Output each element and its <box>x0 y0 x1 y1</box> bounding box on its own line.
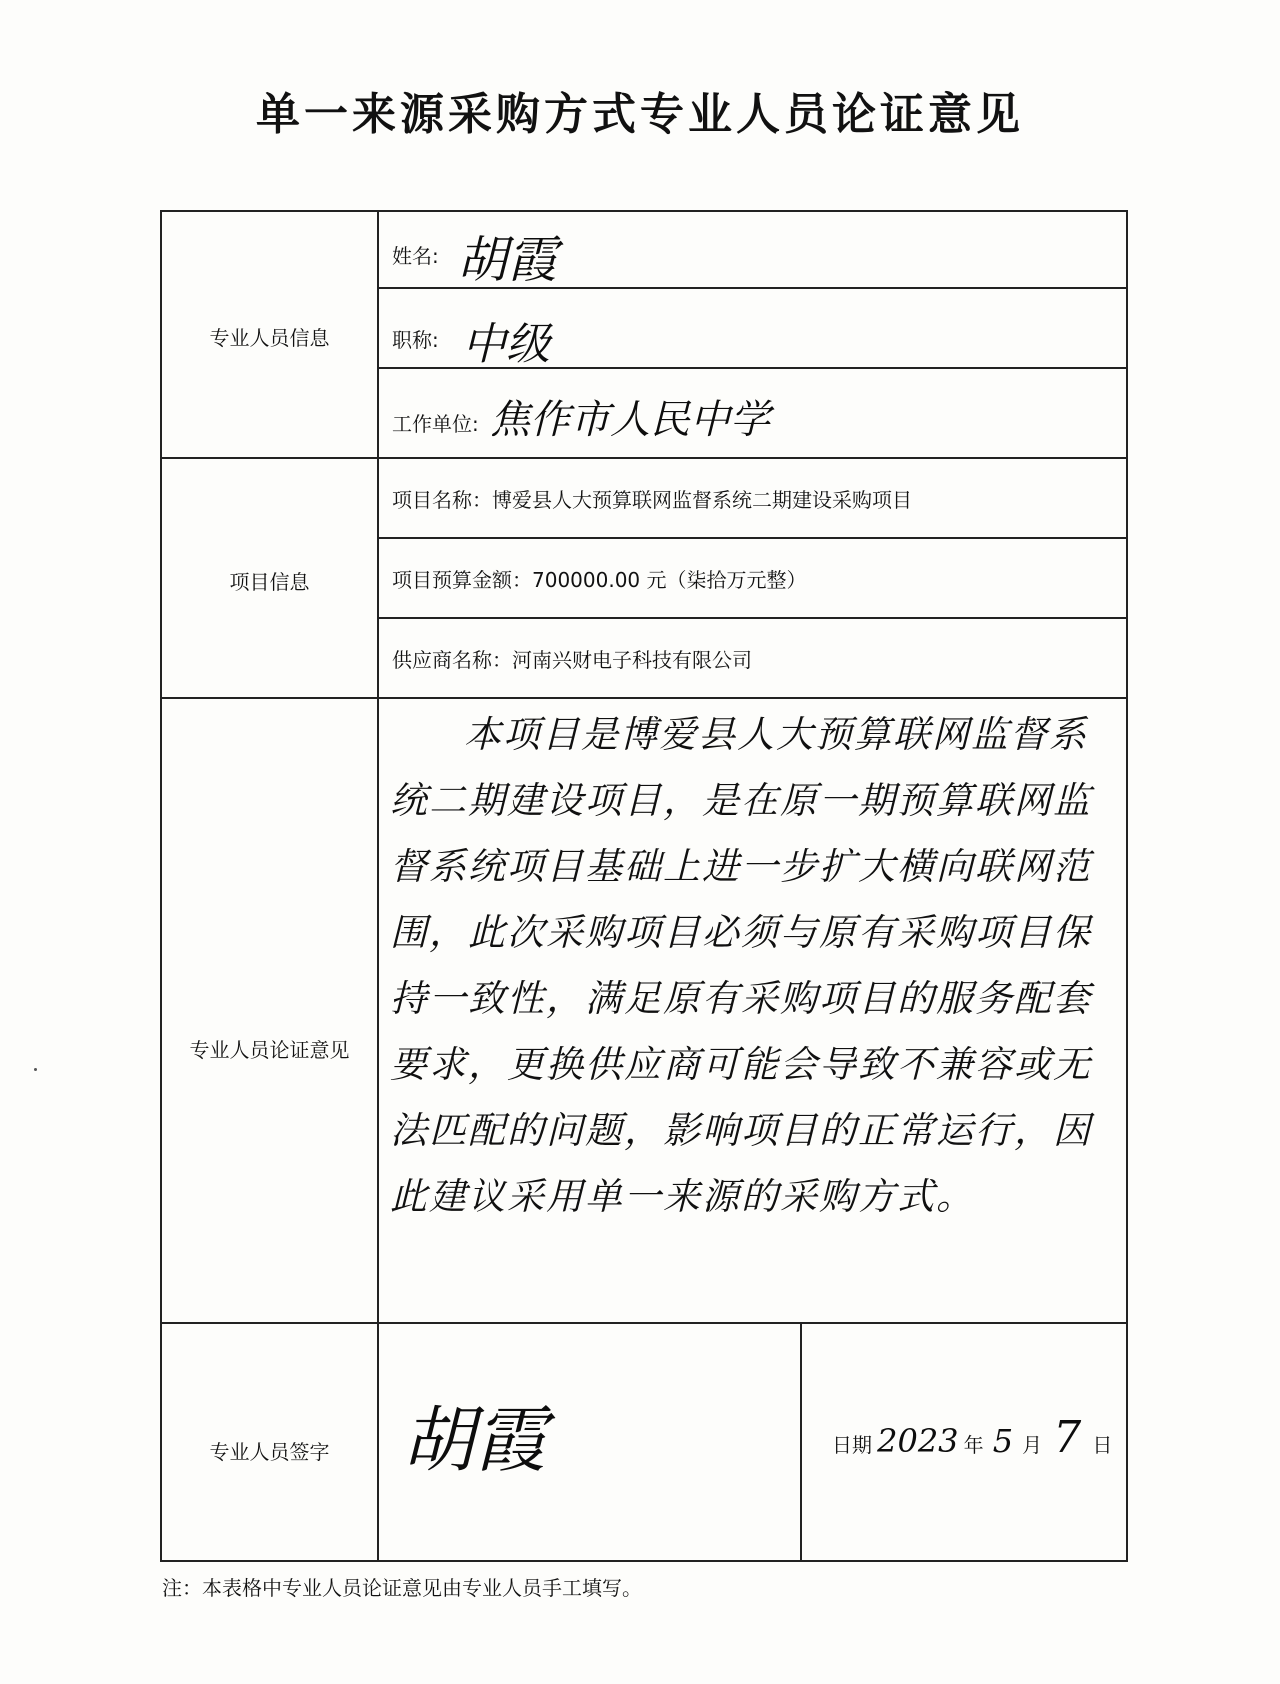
year-unit: 年 <box>963 1433 984 1457</box>
name-label: 姓名: <box>392 244 439 268</box>
date-label: 日期 <box>832 1433 872 1457</box>
signature-label: 专业人员签字 <box>209 1440 330 1464</box>
scan-speck <box>34 1068 37 1071</box>
row-divider <box>377 617 1128 619</box>
evaluation-form <box>160 210 1128 1562</box>
row-divider <box>377 537 1128 539</box>
date-year: 2023 <box>877 1422 959 1460</box>
date-divider <box>800 1322 802 1562</box>
signature-handwritten: 胡霞 <box>402 1398 547 1482</box>
footnote: 注：本表格中专业人员论证意见由专业人员手工填写。 <box>162 1576 642 1600</box>
signature-divider <box>377 1322 379 1562</box>
employer-label: 工作单位: <box>392 412 479 436</box>
day-unit: 日 <box>1092 1433 1113 1457</box>
date-day: 7 <box>1053 1412 1082 1463</box>
opinion-label: 专业人员论证意见 <box>189 1038 350 1062</box>
project-budget: 项目预算金额：700000.00 元（柒拾万元整） <box>392 568 807 592</box>
section-divider <box>162 1322 1128 1324</box>
name-handwritten: 胡霞 <box>457 231 557 289</box>
project-info-label: 项目信息 <box>229 570 310 594</box>
expert-info-label: 专业人员信息 <box>209 326 330 350</box>
title-handwritten: 中级 <box>462 319 550 370</box>
supplier-name: 供应商名称：河南兴财电子科技有限公司 <box>392 648 752 672</box>
date-month: 5 <box>992 1422 1014 1460</box>
column-divider <box>377 212 379 1322</box>
document-title: 单一来源采购方式专业人员论证意见 <box>256 89 1024 140</box>
project-name: 项目名称：博爱县人大预算联网监督系统二期建设采购项目 <box>392 488 912 512</box>
section-divider <box>162 697 1128 699</box>
month-unit: 月 <box>1022 1433 1043 1457</box>
section-divider <box>162 457 1128 459</box>
title-label: 职称: <box>392 328 439 352</box>
employer-handwritten: 焦作市人民中学 <box>490 397 770 443</box>
opinion-handwritten: 本项目是博爱县人大预算联网监督系统二期建设项目，是在原一期预算联网监督系统项目基础上进一步扩大横向联网范围，此次采购项目必须与原有采购项目保持一致性，满足原有采购项目的服务配套要求，更换供应商可能会导致不兼容或无法匹配的问题，影响项目的正常运行，因此建议采用单一来源的采购方式。 <box>390 713 1092 1218</box>
date-field <box>832 1412 1112 1463</box>
